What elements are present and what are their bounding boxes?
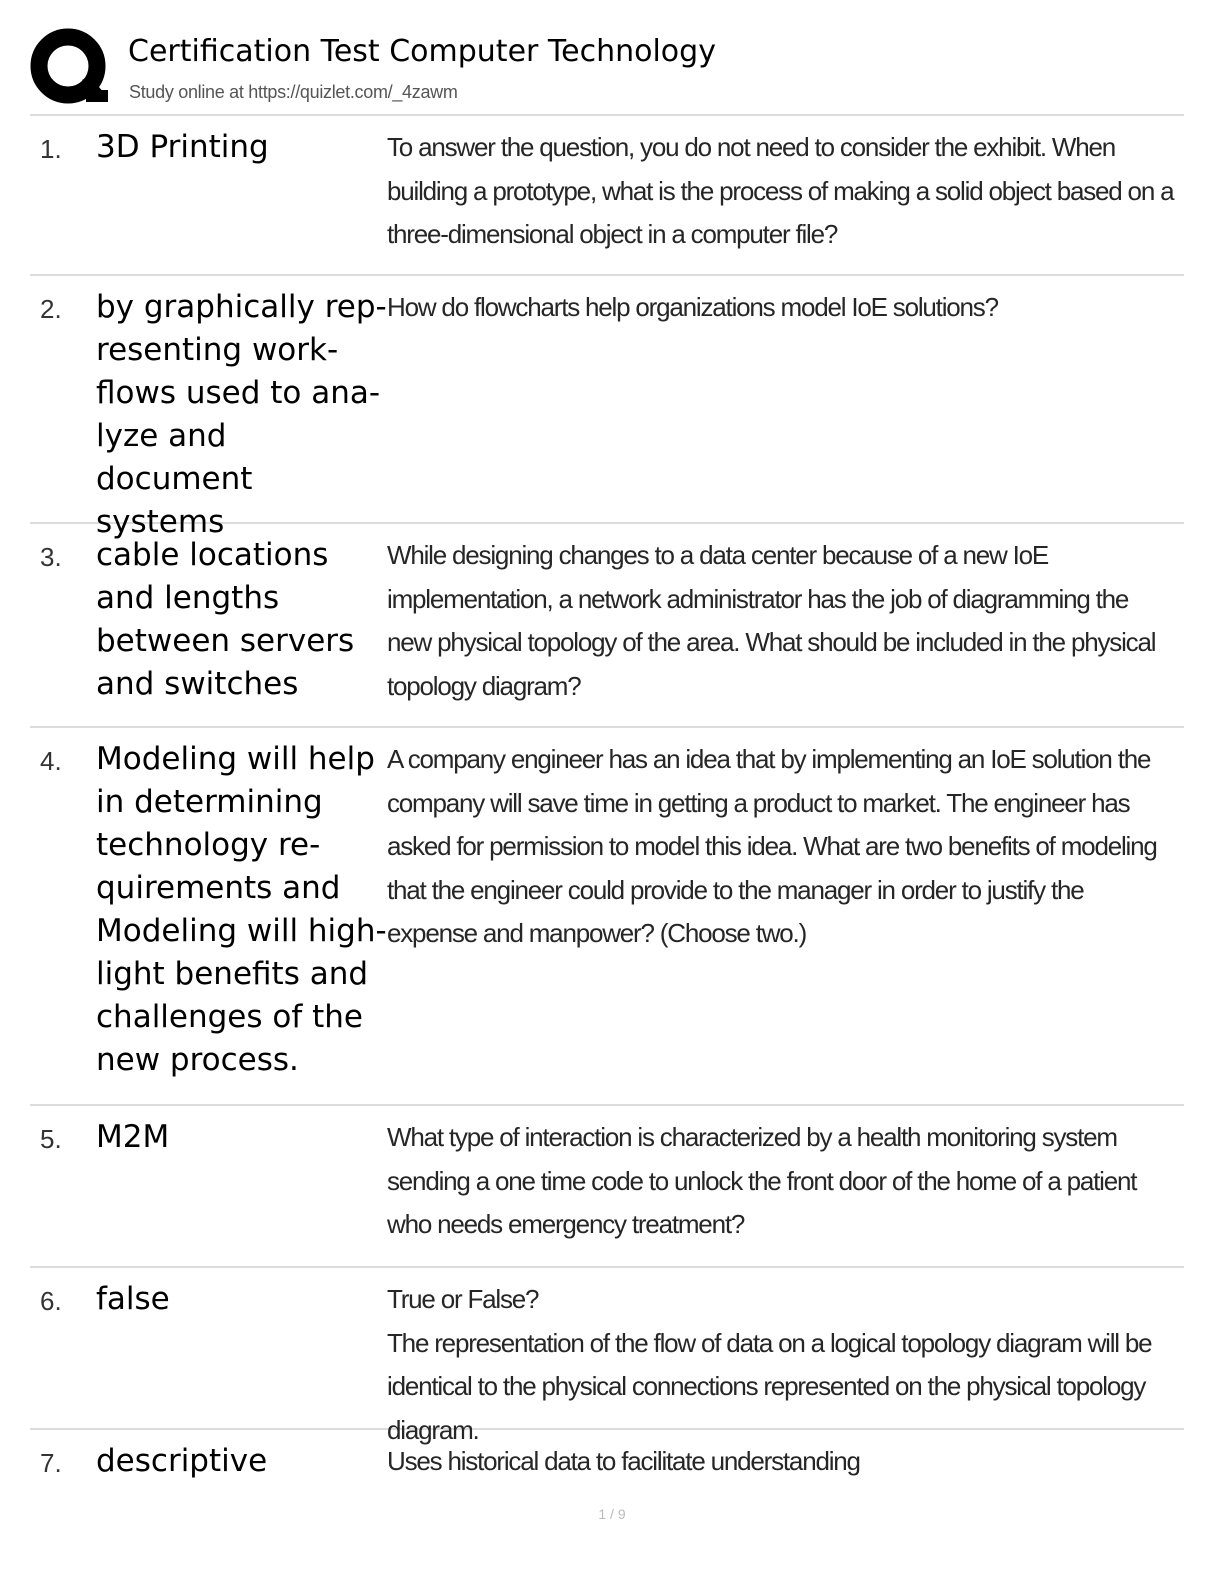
- flashcard-list: [30, 116, 1184, 1502]
- card-term: descriptive: [96, 1443, 268, 1479]
- quizlet-logo-icon: [30, 28, 110, 108]
- page-header: [30, 28, 1184, 116]
- flashcard-row: [30, 116, 1184, 276]
- card-term: 3D Printing: [96, 129, 269, 165]
- card-term: false: [96, 1281, 170, 1317]
- card-definition: What type of interaction is characterized by a health monitoring system sending a one time code to unlock the front door of the home of a patient who needs emergency treatment?: [387, 1122, 1137, 1239]
- study-online-link[interactable]: Study online at https://quizlet.com/_4zawm: [129, 82, 458, 102]
- card-term: M2M: [96, 1119, 170, 1155]
- card-number: 1.: [40, 134, 62, 164]
- card-definition: While designing changes to a data center because of a new IoE implementation, a network administrator has the job of diagramming the new physical topology of the area. What should be included in the physical topology diagram?: [387, 540, 1156, 701]
- card-definition: Uses historical data to facilitate understanding: [387, 1446, 860, 1476]
- card-definition: To answer the question, you do not need to consider the exhibit. When building a prototype, what is the process of making a solid object based on a three-dimensional object in a computer file?: [387, 132, 1174, 249]
- flashcard-row: [30, 1106, 1184, 1268]
- card-number: 5.: [40, 1124, 62, 1154]
- card-number: 3.: [40, 542, 62, 572]
- card-definition: How do flowcharts help organizations model IoE solutions?: [387, 292, 998, 322]
- flashcard-row: [30, 276, 1184, 540]
- flashcard-row: [30, 728, 1184, 1106]
- page-number: 1 / 9: [598, 1506, 626, 1522]
- card-number: 4.: [40, 746, 62, 776]
- flashcard-row: [30, 1268, 1184, 1445]
- card-definition: True or False? The representation of the flow of data on a logical topology diagram will be identical to the physical connections represented on the physical topology diagram.: [387, 1284, 1152, 1445]
- card-number: 2.: [40, 294, 62, 324]
- page-title: Certification Test Computer Technology: [128, 34, 716, 69]
- flashcard-row: [30, 1430, 1184, 1502]
- card-number: 6.: [40, 1286, 62, 1316]
- card-term: by graphically representing workflows used to analyze and document systems: [96, 289, 387, 540]
- card-definition: A company engineer has an idea that by implementing an IoE solution the company will save time in getting a product to market. The engineer has asked for permission to model this idea. What are two benefits of modeling that the engineer could provide to the manager in order to justify the expense and manpower? (Choose two.): [387, 744, 1157, 948]
- card-term: Modeling will help in determining technology requirements and Modeling will highlight benefits and challenges of the new process.: [96, 741, 387, 1078]
- card-term: cable locations and lengths between servers and switches: [96, 537, 355, 702]
- flashcard-row: [30, 524, 1184, 728]
- card-number: 7.: [40, 1448, 62, 1478]
